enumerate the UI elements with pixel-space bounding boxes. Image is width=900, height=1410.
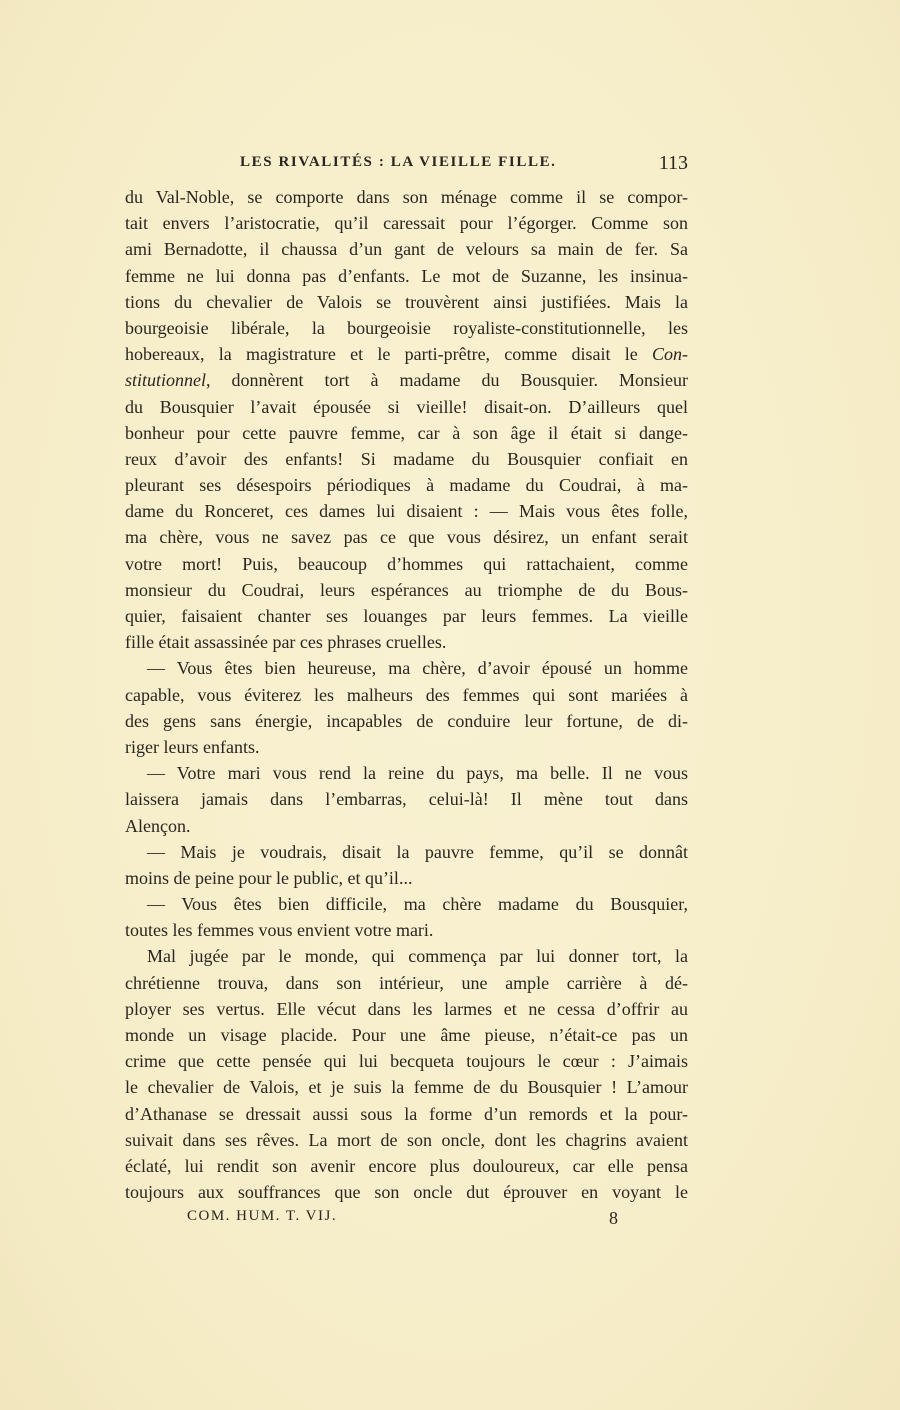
- page-header: [125, 152, 688, 180]
- text-line: [125, 970, 688, 996]
- italic-text: stitutionnel: [125, 370, 206, 391]
- text-line: [125, 367, 688, 393]
- text-segment: crime que cette pensée qui lui becqueta toujours le cœur : J’aimais: [125, 1051, 688, 1072]
- text-line: [125, 341, 688, 367]
- text-line: [125, 472, 688, 498]
- text-line: [125, 315, 688, 341]
- text-line: [125, 289, 688, 315]
- text-segment: Mal jugée par le monde, qui commença par lui donner tort, la: [147, 946, 688, 967]
- text-segment: suivait dans ses rêves. La mort de son oncle, dont les chagrins avaient: [125, 1129, 688, 1150]
- text-segment: tions du chevalier de Valois se trouvèrent ainsi justifiées. Mais la: [125, 291, 688, 312]
- body-text: [125, 184, 688, 1205]
- signature-mark: 8: [609, 1208, 618, 1228]
- italic-text: Con-: [652, 344, 688, 365]
- text-segment: capable, vous éviterez les malheurs des femmes qui sont mariées à: [125, 684, 688, 705]
- text-segment: , donnèrent tort à madame du Bousquier. Monsieur: [206, 370, 688, 391]
- text-segment: riger leurs enfants.: [125, 736, 260, 757]
- text-segment: — Votre mari vous rend la reine du pays, ma belle. Il ne vous: [147, 763, 688, 784]
- text-segment: le chevalier de Valois, et je suis la femme de du Bousquier ! L’amour: [125, 1077, 688, 1098]
- text-segment: bonheur pour cette pauvre femme, car à son âge il était si dange-: [125, 422, 688, 443]
- text-line: [125, 551, 688, 577]
- text-segment: moins de peine pour le public, et qu’il...: [125, 867, 413, 888]
- text-line: [125, 996, 688, 1022]
- text-segment: du Val-Noble, se comporte dans son ménage comme il se compor-: [125, 187, 688, 207]
- text-segment: ami Bernadotte, il chaussa d’un gant de velours sa main de fer. Sa: [125, 239, 688, 260]
- page-number: 113: [658, 152, 688, 174]
- text-segment: votre mort! Puis, beaucoup d’hommes qui rattachaient, comme: [125, 553, 688, 574]
- text-line: [125, 917, 688, 943]
- text-line: [125, 760, 688, 786]
- text-line: [125, 1153, 688, 1179]
- text-segment: femme ne lui donna pas d’enfants. Le mot de Suzanne, les insinua-: [125, 265, 688, 286]
- text-segment: toujours aux souffrances que son oncle dut éprouver en voyant le: [125, 1182, 688, 1203]
- text-segment: — Mais je voudrais, disait la pauvre femme, qu’il se donnât: [147, 841, 688, 862]
- text-line: [125, 655, 688, 681]
- text-line: [125, 577, 688, 603]
- text-line: [125, 1179, 688, 1205]
- text-segment: dame du Ronceret, ces dames lui disaient : — Mais vous êtes folle,: [125, 501, 688, 522]
- text-line: [125, 1074, 688, 1100]
- text-line: [125, 184, 688, 210]
- text-line: [125, 891, 688, 917]
- text-segment: toutes les femmes vous envient votre mari.: [125, 920, 434, 941]
- text-segment: pleurant ses désespoirs périodiques à madame du Coudrai, à ma-: [125, 475, 688, 496]
- text-line: [125, 1127, 688, 1153]
- text-segment: éclaté, lui rendit son avenir encore plus douloureux, car elle pensa: [125, 1155, 688, 1176]
- text-line: [125, 498, 688, 524]
- text-segment: hobereaux, la magistrature et le parti-prêtre, comme disait le: [125, 344, 652, 365]
- text-segment: Alençon.: [125, 815, 191, 836]
- text-segment: quier, faisaient chanter ses louanges par leurs femmes. La vieille: [125, 606, 688, 626]
- text-line: [125, 734, 688, 760]
- text-line: [125, 1022, 688, 1048]
- text-segment: ployer ses vertus. Elle vécut dans les larmes et ne cessa d’offrir au: [125, 998, 688, 1019]
- text-segment: monde un visage placide. Pour une âme pieuse, n’était-ce pas un: [125, 1025, 688, 1045]
- text-line: [125, 943, 688, 969]
- text-segment: chrétienne trouva, dans son intérieur, une ample carrière à dé-: [125, 972, 688, 993]
- text-segment: fille était assassinée par ces phrases cruelles.: [125, 632, 447, 653]
- text-line: [125, 865, 688, 891]
- text-line: [125, 603, 688, 629]
- running-title: LES RIVALITÉS : LA VIEILLE FILLE.: [240, 154, 557, 170]
- text-segment: reux d’avoir des enfants! Si madame du Bousquier confiait en: [125, 448, 688, 469]
- text-line: [125, 524, 688, 550]
- text-segment: des gens sans énergie, incapables de conduire leur fortune, de di-: [125, 710, 688, 731]
- printer-signature: COM. HUM. T. VIJ.: [187, 1208, 338, 1224]
- text-line: [125, 394, 688, 420]
- text-line: [125, 1048, 688, 1074]
- text-segment: ma chère, vous ne savez pas ce que vous désirez, un enfant serait: [125, 527, 688, 548]
- text-line: [125, 1101, 688, 1127]
- text-line: [125, 629, 688, 655]
- text-line: [125, 446, 688, 472]
- text-segment: du Bousquier l’avait épousée si vieille! disait-on. D’ailleurs quel: [125, 396, 688, 417]
- text-segment: monsieur du Coudrai, leurs espérances au triomphe de du Bous-: [125, 579, 688, 600]
- text-segment: — Vous êtes bien difficile, ma chère madame du Bousquier,: [147, 894, 688, 915]
- text-line: [125, 839, 688, 865]
- text-line: [125, 682, 688, 708]
- page-footer: [125, 1208, 688, 1232]
- text-line: [125, 263, 688, 289]
- text-line: [125, 420, 688, 446]
- text-line: [125, 210, 688, 236]
- text-segment: bourgeoisie libérale, la bourgeoisie royaliste-constitutionnelle, les: [125, 317, 688, 338]
- text-segment: d’Athanase se dressait aussi sous la forme d’un remords et la pour-: [125, 1103, 688, 1124]
- text-segment: tait envers l’aristocratie, qu’il caressait pour l’égorger. Comme son: [125, 213, 688, 234]
- text-line: [125, 786, 688, 812]
- text-segment: — Vous êtes bien heureuse, ma chère, d’avoir épousé un homme: [147, 658, 688, 679]
- text-line: [125, 236, 688, 262]
- text-line: [125, 813, 688, 839]
- text-segment: laissera jamais dans l’embarras, celui-là! Il mène tout dans: [125, 789, 688, 810]
- text-line: [125, 708, 688, 734]
